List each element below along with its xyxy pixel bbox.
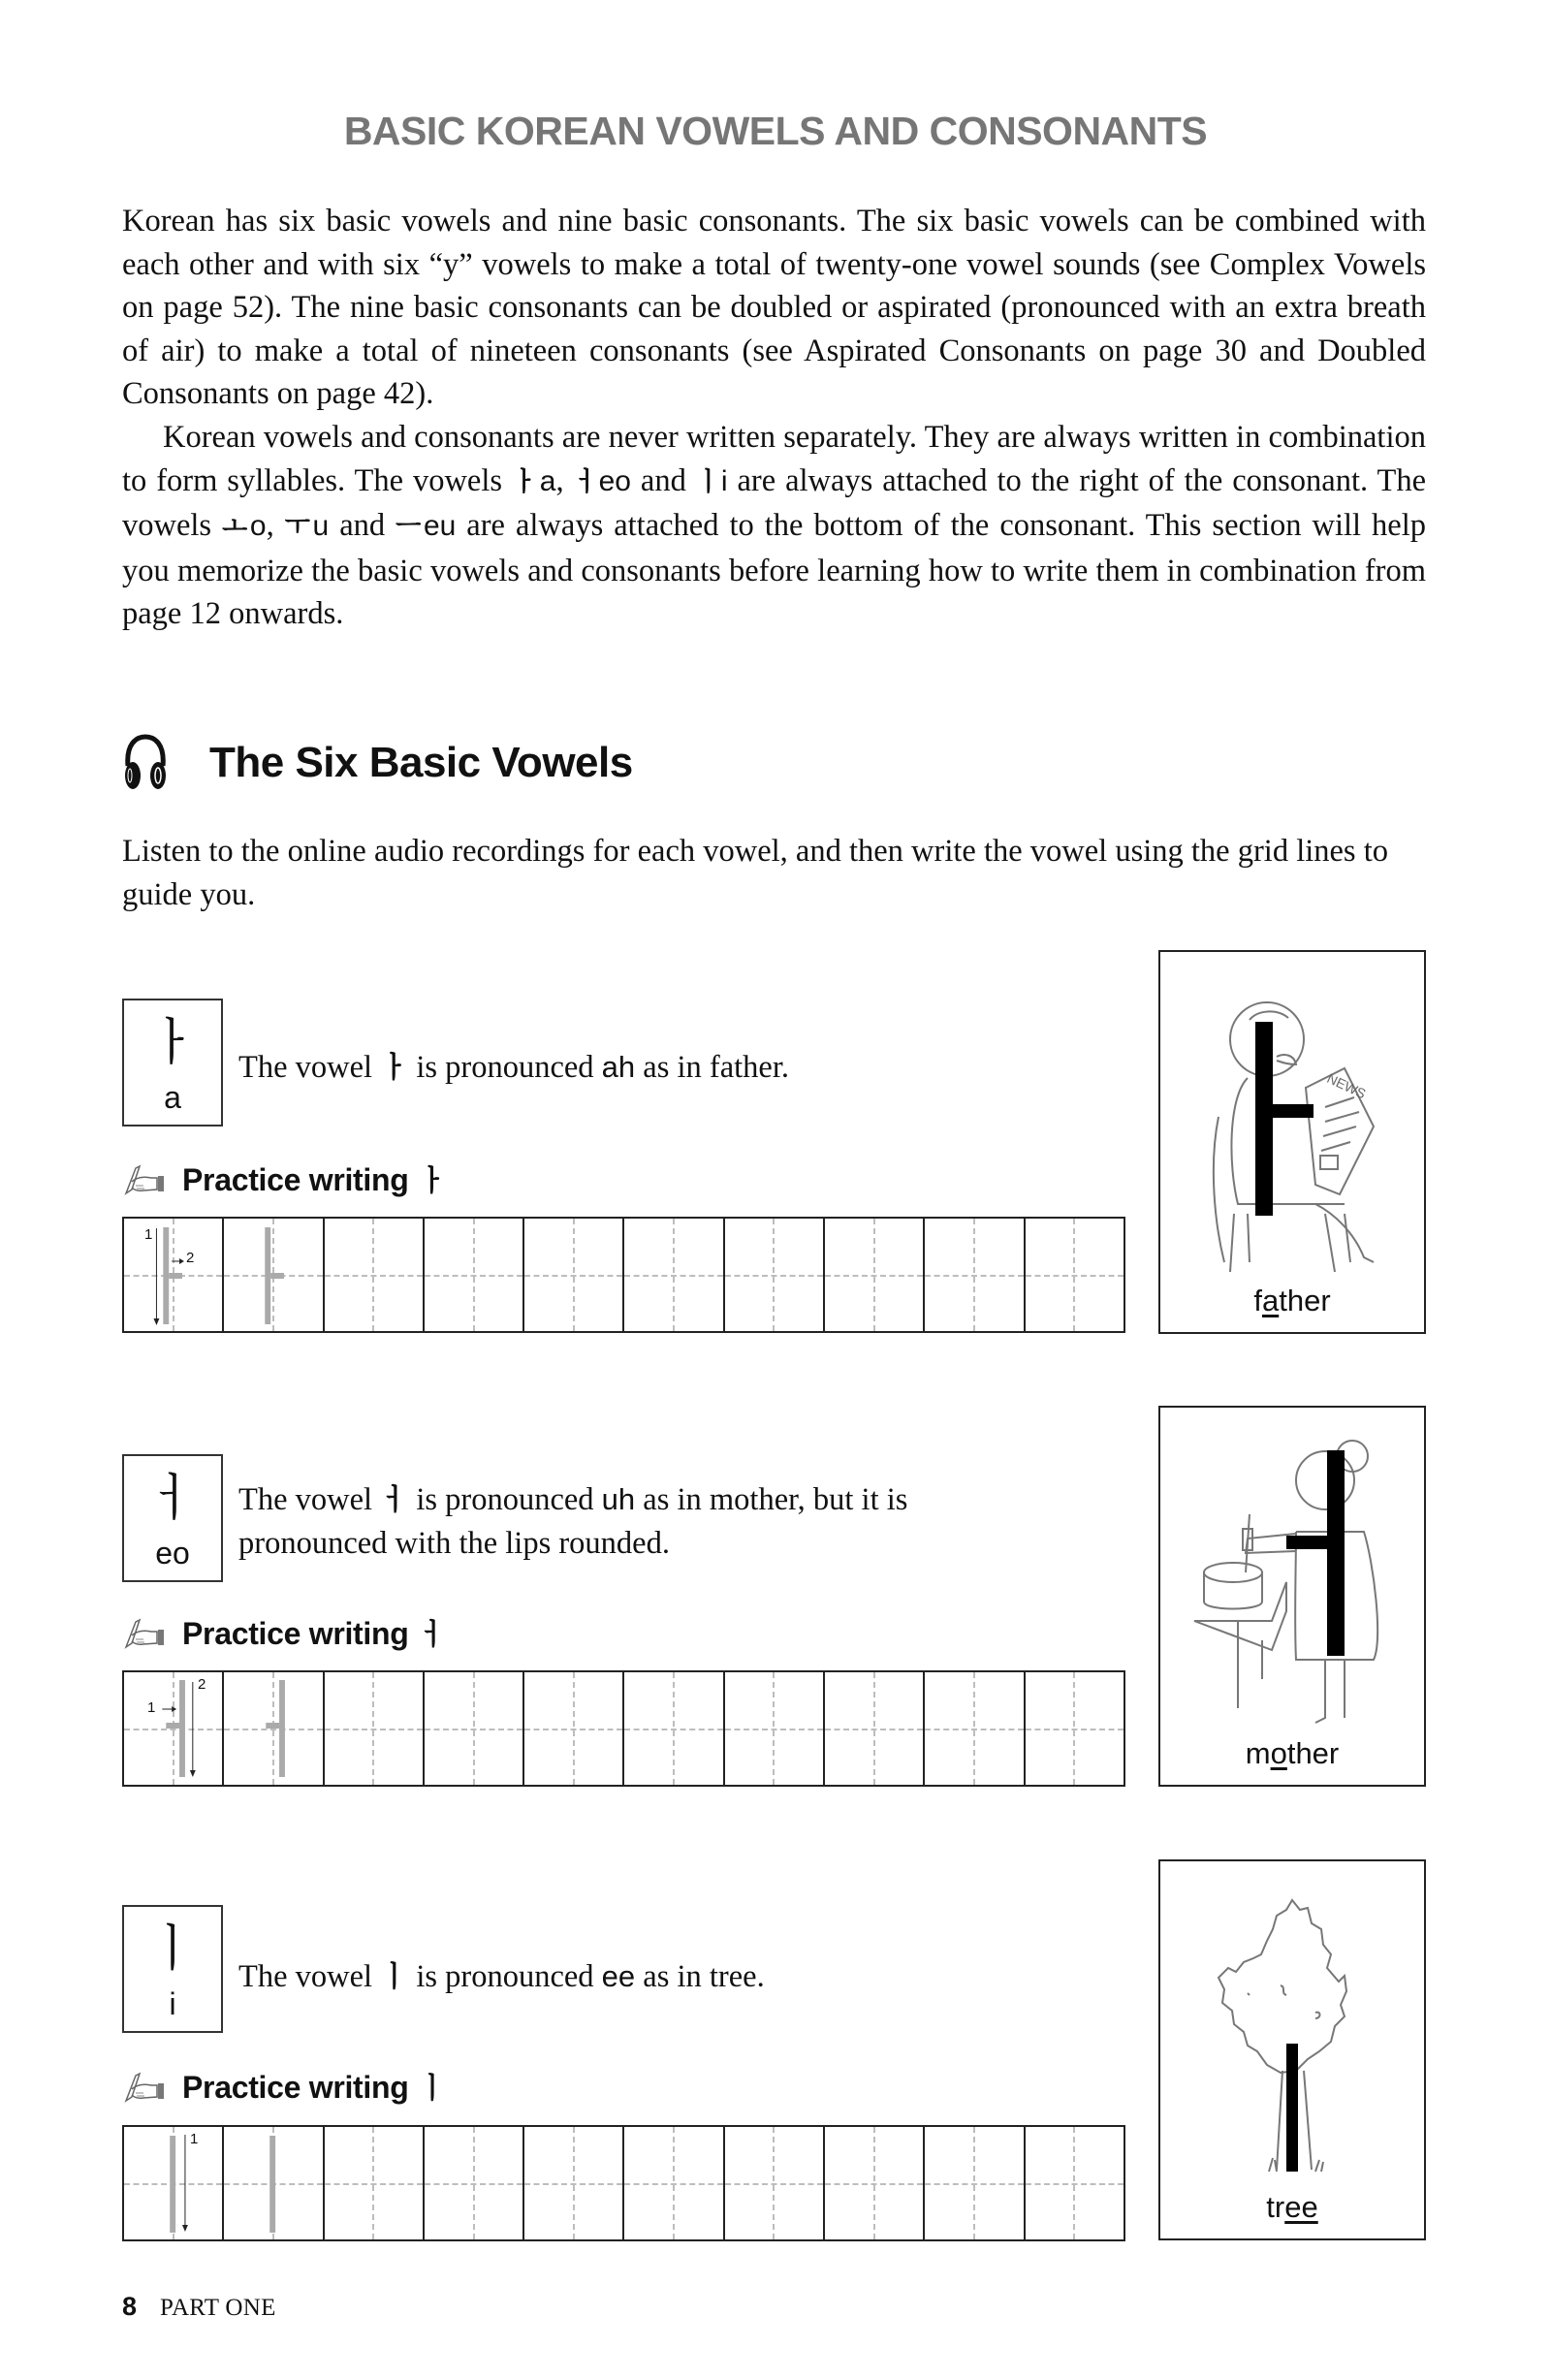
practice-grid-i[interactable] (122, 2125, 1125, 2241)
headphones-icon[interactable] (122, 733, 169, 793)
practice-cell[interactable] (825, 2127, 925, 2239)
practice-cell[interactable] (425, 2127, 524, 2239)
practice-cell[interactable] (524, 1672, 624, 1785)
practice-cell[interactable] (825, 1219, 925, 1331)
practice-cell[interactable] (1026, 2127, 1124, 2239)
practice-heading-eo (122, 1607, 446, 1656)
text-run: The vowel (238, 1050, 381, 1085)
practice-cell-example (124, 1672, 224, 1785)
practice-grid-eo[interactable] (122, 1670, 1125, 1787)
practice-cell-example (124, 1219, 224, 1331)
stroke-number: 2 (198, 1676, 206, 1693)
sound: ah (601, 1050, 636, 1084)
practice-cell[interactable] (624, 2127, 724, 2239)
page-title: BASIC KOREAN VOWELS AND CONSONANTS (343, 109, 1208, 153)
roman-o: o (249, 510, 267, 543)
caption-text: ther (1286, 1736, 1340, 1770)
svg-text:NEWS: NEWS (1324, 1069, 1369, 1102)
vowel-glyph: ㅣ (147, 1920, 198, 1979)
trace-glyph (224, 2127, 322, 2239)
picture-caption (1160, 1284, 1424, 1318)
practice-label (182, 2064, 446, 2107)
practice-cell[interactable] (624, 1219, 724, 1331)
vowel-description-i (238, 1954, 956, 1999)
hangul-eo: ㅓ (573, 466, 599, 497)
stroke-number: 1 (144, 1226, 153, 1243)
caption-text: f (1253, 1284, 1262, 1317)
practice-cell[interactable] (624, 1672, 724, 1785)
practice-label (182, 1157, 446, 1199)
section-title: The Six Basic Vowels (209, 739, 633, 786)
sound: uh (601, 1482, 636, 1516)
vowel-roman: eo (155, 1536, 190, 1571)
practice-heading-i (122, 2061, 446, 2110)
practice-cell[interactable] (325, 2127, 425, 2239)
stroke-order-trace (124, 2127, 222, 2239)
practice-cell[interactable] (425, 1672, 524, 1785)
caption-highlight: a (1261, 1284, 1280, 1317)
practice-cell[interactable] (825, 1672, 925, 1785)
practice-cell[interactable] (325, 1219, 425, 1331)
practice-glyph: ㅣ (418, 2072, 447, 2106)
text-run: The vowel (238, 1482, 381, 1517)
text-run: and (631, 462, 696, 498)
stroke-number: 1 (147, 1699, 156, 1716)
practice-cell-example (124, 2127, 224, 2239)
intro-paragraph-2 (122, 416, 1426, 636)
practice-cell[interactable] (325, 1672, 425, 1785)
stroke-number: 2 (186, 1250, 195, 1266)
vowel-card-a (122, 999, 223, 1127)
roman-eu: eu (423, 510, 457, 543)
section-instructions: Listen to the online audio recordings for each vowel, and then write the vowel using the grid lines to guide you. (122, 834, 1388, 912)
vowel-glyph: ㅓ (147, 1470, 198, 1528)
sound: ee (601, 1959, 636, 1993)
practice-cell-trace[interactable] (224, 2127, 324, 2239)
practice-cell-trace[interactable] (224, 1672, 324, 1785)
hangul-eu: ㅡ (396, 512, 422, 543)
roman-i: i (720, 464, 728, 497)
practice-cell[interactable] (725, 2127, 825, 2239)
text-run: is pronounced (408, 1959, 602, 1994)
text-run: is pronounced (408, 1050, 602, 1085)
picture-caption (1160, 1736, 1424, 1771)
practice-text: Practice writing (182, 2070, 409, 2105)
vowel-glyph-inline: ㅣ (380, 1960, 409, 1994)
section-heading (122, 729, 633, 797)
text-run: are always attached to the right of the consonant. The vowels (122, 462, 1426, 544)
practice-cell[interactable] (1026, 1219, 1124, 1331)
practice-label (182, 1610, 446, 1653)
text-run: , (555, 462, 574, 498)
tree-illustration (1180, 1881, 1405, 2191)
practice-heading-a (122, 1154, 446, 1202)
text-run: The vowel (238, 1959, 381, 1994)
text-run: as in mother, but it is pronounced with the lips rounded. (238, 1482, 908, 1561)
mother-cooking-illustration (1180, 1427, 1405, 1737)
vowel-description-a (238, 1045, 956, 1090)
text-run: as in tree. (635, 1959, 765, 1994)
writing-hand-icon (122, 2068, 167, 2103)
roman-a: a (539, 464, 556, 497)
practice-grid-a[interactable] (122, 1217, 1125, 1333)
practice-cell[interactable] (1026, 1672, 1124, 1785)
vowel-roman: i (169, 1986, 176, 2021)
practice-cell[interactable] (925, 1672, 1025, 1785)
practice-text: Practice writing (182, 1616, 409, 1651)
text-run: and (329, 508, 396, 544)
text-run: are always attached to the bottom of the consonant. This section will help you memorize the basic vowels and consonants before learning how to write them in combination from page 12 onwards. (122, 508, 1426, 632)
caption-highlight: ee (1284, 2190, 1318, 2224)
stroke-order-trace (124, 1672, 222, 1785)
practice-glyph: ㅏ (418, 1164, 447, 1198)
text-run: as in father. (635, 1050, 789, 1085)
picture-card-tree (1158, 1859, 1426, 2240)
vowel-card-i (122, 1905, 223, 2033)
hangul-i: ㅣ (695, 466, 721, 497)
practice-cell[interactable] (425, 1219, 524, 1331)
caption-highlight: o (1270, 1736, 1287, 1770)
caption-text: m (1245, 1736, 1271, 1770)
practice-cell[interactable] (925, 2127, 1025, 2239)
practice-cell[interactable] (725, 1219, 825, 1331)
practice-cell[interactable] (524, 2127, 624, 2239)
hangul-u: ㅜ (284, 512, 310, 543)
practice-cell-trace[interactable] (224, 1219, 324, 1331)
practice-cell[interactable] (725, 1672, 825, 1785)
vowel-glyph: ㅏ (147, 1014, 198, 1072)
practice-text: Practice writing (182, 1162, 409, 1197)
caption-text: ther (1279, 1284, 1331, 1317)
vowel-card-eo (122, 1454, 223, 1582)
hangul-a: ㅏ (511, 466, 538, 497)
vowel-description-eo (238, 1477, 956, 1566)
practice-glyph: ㅓ (418, 1618, 447, 1652)
caption-text: tr (1266, 2190, 1285, 2224)
picture-caption (1160, 2190, 1424, 2225)
stroke-number: 1 (190, 2131, 199, 2147)
vowel-glyph-inline: ㅓ (380, 1483, 409, 1517)
roman-eo: eo (598, 464, 631, 497)
text-run: Korean vowels and consonants are never written separately. They are always written in combination to form syllables. The vowels (122, 419, 1426, 498)
vowel-roman: a (164, 1080, 181, 1115)
page-number: 8 (122, 2292, 138, 2321)
part-label: PART ONE (160, 2295, 276, 2321)
father-reading-newspaper-illustration (1180, 971, 1405, 1282)
practice-cell[interactable] (925, 1219, 1025, 1331)
picture-card-mother (1158, 1406, 1426, 1787)
page-footer (122, 2292, 276, 2322)
text-run: is pronounced (408, 1482, 602, 1517)
trace-glyph (224, 1672, 322, 1785)
picture-card-father (1158, 950, 1426, 1334)
text-run: , (266, 508, 285, 544)
writing-hand-icon (122, 1614, 167, 1649)
stroke-order-trace (124, 1219, 222, 1331)
intro-paragraph-1: Korean has six basic vowels and nine basic consonants. The six basic vowels can be combined with each other and with six “y” vowels to make a total of twenty-one vowel sounds (see Complex Vowels on page 52). The nine basic consonants can be doubled or aspirated (pronounced with an extra breath of air) to make a total of nineteen consonants (see Aspirated Consonants on page 30 and Doubled Consonants on page 42). (122, 204, 1426, 412)
vowel-glyph-inline: ㅏ (380, 1051, 409, 1085)
roman-u: u (312, 510, 330, 543)
intro-text (122, 200, 1426, 636)
trace-glyph (224, 1219, 322, 1331)
writing-hand-icon (122, 1160, 167, 1195)
hangul-o: ㅗ (222, 512, 248, 543)
practice-cell[interactable] (524, 1219, 624, 1331)
